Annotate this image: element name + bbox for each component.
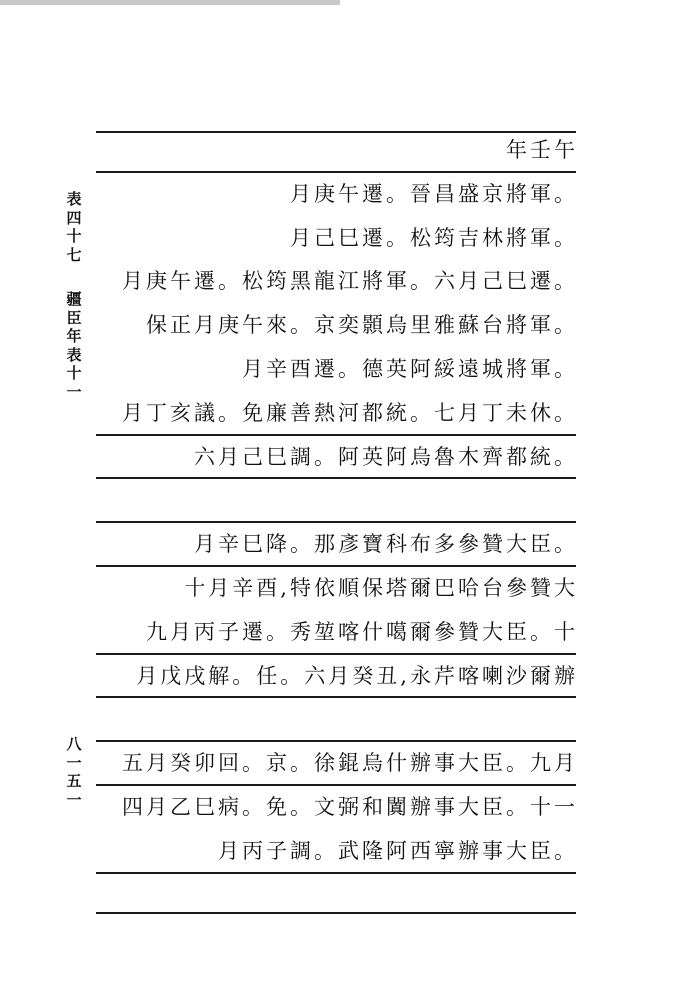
table-row: 五月癸卯回。京。徐錕烏什辦事大臣。九月	[122, 751, 578, 776]
table-top-rule	[96, 131, 576, 133]
table-row: 月辛巳降。那彥寶科布多參贊大臣。	[194, 532, 578, 557]
table-row: 月丁亥議。免廉善熱河都統。七月丁未休。	[122, 400, 578, 425]
table-row: 月庚午遷。晉昌盛京將軍。	[290, 181, 578, 206]
table-row: 年壬午	[506, 138, 578, 162]
table-row: 月辛酉遷。德英阿綏遠城將軍。	[242, 357, 578, 381]
row-divider	[96, 434, 576, 436]
row-divider	[96, 521, 576, 523]
row-divider	[96, 477, 576, 479]
table-row: 月丙子調。武隆阿西寧辦事大臣。	[218, 838, 578, 863]
row-divider	[96, 740, 576, 742]
row-divider	[96, 653, 576, 655]
table-row: 保正月庚午來。京奕顥烏里雅蘇台將軍。	[146, 313, 578, 338]
table-row: 十月辛酉,特依順保塔爾巴哈台參贊大	[184, 576, 578, 600]
row-divider	[96, 872, 576, 874]
table-row: 六月己巳調。阿英阿烏魯木齊都統。	[194, 444, 578, 469]
table-row: 月己巳遷。松筠吉林將軍。	[290, 225, 578, 250]
table-row: 月戊戌解。任。六月癸丑,永芹喀喇沙爾辦	[136, 663, 578, 688]
table-row: 月庚午遷。松筠黑龍江將軍。六月己巳遷。	[122, 269, 578, 294]
table-row: 四月乙巳病。免。文弼和闐辦事大臣。十一	[122, 795, 578, 819]
side-caption-middle: 疆臣年表十一	[66, 290, 82, 401]
table-row: 九月丙子遷。秀堃喀什噶爾參贊大臣。十	[146, 619, 578, 644]
side-caption-upper: 表四十七	[66, 190, 82, 264]
row-divider	[96, 784, 576, 786]
top-edge-bar	[0, 0, 340, 5]
page-number: 八一五一	[66, 735, 82, 809]
row-divider	[96, 696, 576, 698]
row-divider	[96, 565, 576, 567]
table-bottom-rule	[96, 912, 576, 914]
row-divider	[96, 171, 576, 173]
